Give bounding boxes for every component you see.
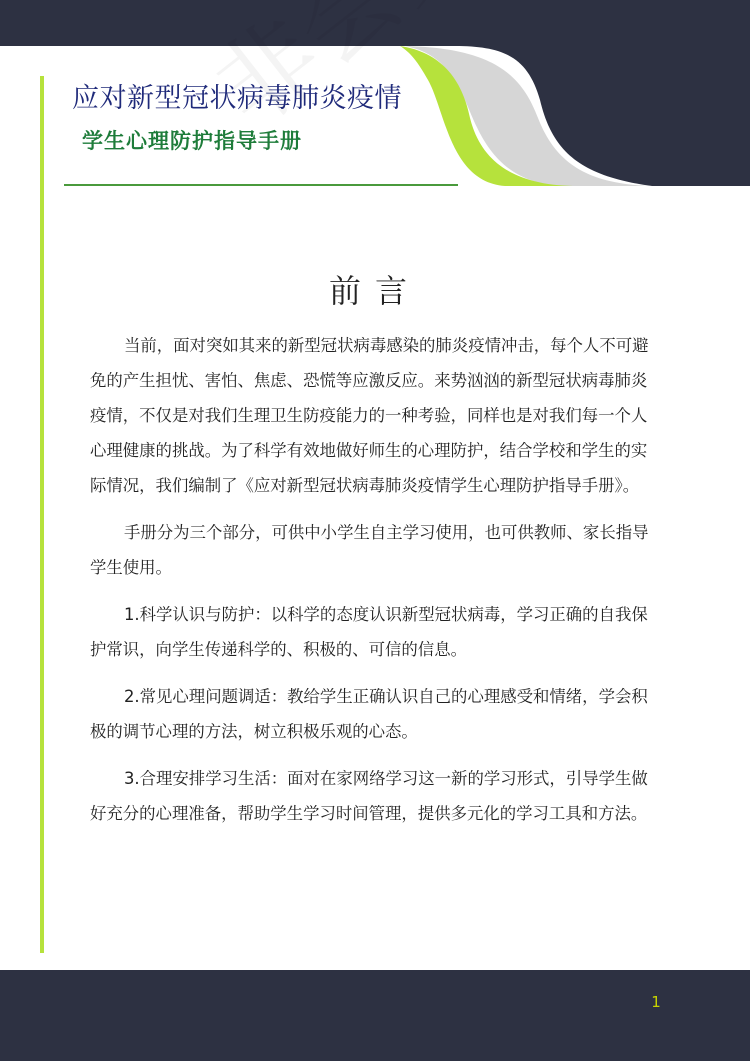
paragraph-part-2: 2.常见心理问题调适：教给学生正确认识自己的心理感受和情绪，学会积极的调节心理的方法，树立积极乐观的心态。 [90, 687, 648, 741]
bottom-dark-band [0, 970, 750, 1061]
page-number: 1 [651, 993, 661, 1011]
paragraph-part-3: 3.合理安排学习生活：面对在家网络学习这一新的学习形式，引导学生做好充分的心理准备，帮助学生学习时间管理，提供多元化的学习工具和方法。 [90, 769, 648, 823]
body-text [90, 328, 662, 843]
paragraph-part-1: 1.科学认识与防护：以科学的态度认识新型冠状病毒，学习正确的自我保护常识，向学生传递科学的、积极的、可信的信息。 [90, 605, 648, 659]
paragraph-structure: 手册分为三个部分，可供中小学生自主学习使用，也可供教师、家长指导学生使用。 [90, 523, 649, 577]
document-title: 应对新型冠状病毒肺炎疫情 [72, 83, 402, 114]
document-subtitle: 学生心理防护指导手册 [82, 129, 302, 153]
title-underline [64, 184, 458, 186]
paragraph-intro: 当前，面对突如其来的新型冠状病毒感染的肺炎疫情冲击，每个人不可避免的产生担忧、害怕、焦虑、恐慌等应激反应。来势汹汹的新型冠状病毒肺炎疫情，不仅是对我们生理卫生防疫能力的一种考验，同样也是对我们每一个人心理健康的挑战。为了科学有效地做好师生的心理防护，结合学校和学生的实际情况，我们编制了《应对新型冠状病毒肺炎疫情学生心理防护指导手册》。 [90, 336, 649, 495]
left-accent-bar [40, 76, 44, 953]
section-heading: 前言 [328, 272, 421, 310]
